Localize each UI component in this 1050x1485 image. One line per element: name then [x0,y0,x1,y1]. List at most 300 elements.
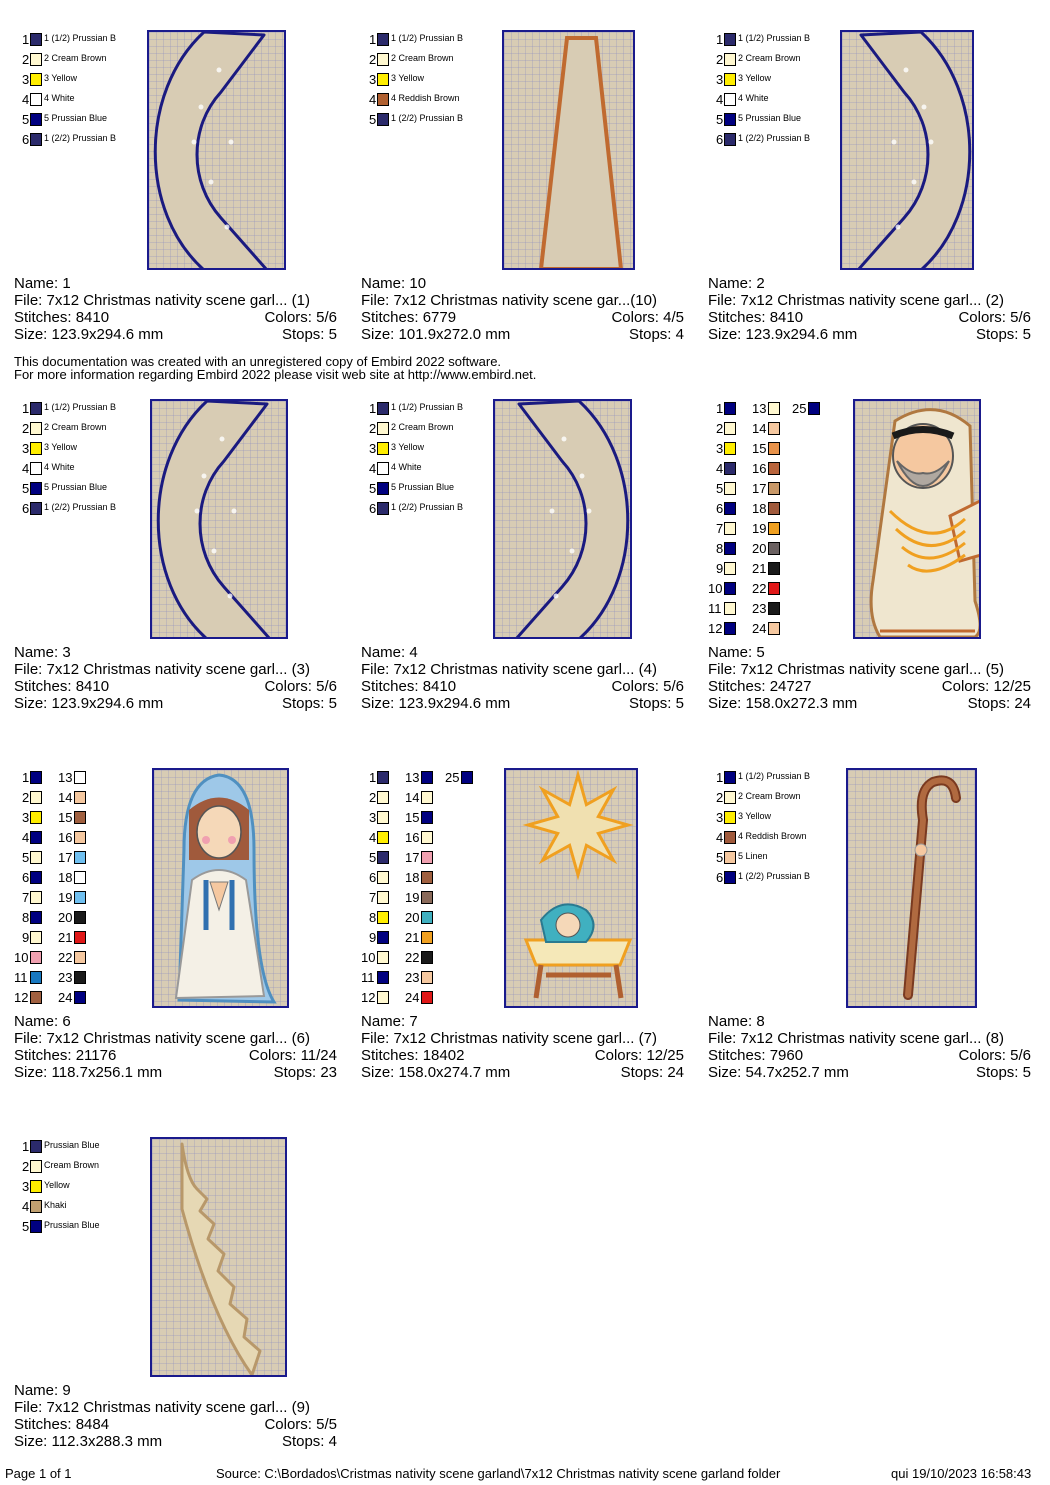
design-file [14,292,310,309]
thread-swatch [30,33,42,46]
design-name [708,1013,765,1030]
thread-number: 2 [716,421,724,436]
design-stops-label: Stops: [281,326,329,343]
thread-swatch [30,1180,42,1193]
info-line [361,326,684,343]
info-line [361,1047,684,1064]
thread-number: 17 [58,850,73,865]
info-line [708,678,1031,695]
thread-number: 8 [22,910,30,925]
thread-swatch [377,811,389,824]
thread-number: 23 [405,970,420,985]
thread-number: 12 [361,990,376,1005]
thread-number: 1 [369,401,377,416]
design-name-value: 5 [756,644,765,661]
thread-swatch [724,771,736,784]
thread-swatch [724,482,736,495]
design-colors [958,309,1031,326]
thread-name: 3 Yellow [738,811,772,821]
design-stops [274,1064,337,1081]
design-file-value: 7x12 Christmas nativity scene garl... (7) [393,1030,657,1047]
thread-swatch [30,811,42,824]
thread-swatch [377,891,389,904]
design-file-value: 7x12 Christmas nativity scene garl... (3) [46,661,310,678]
thread-number: 14 [752,421,767,436]
thread-number: 9 [22,930,30,945]
thread-swatch [74,851,86,864]
design-name-label: Name: [361,275,410,292]
design-card [708,399,1048,744]
design-colors-value: 5/6 [316,678,337,695]
info-line [361,1064,684,1081]
design-stitches-label: Stitches: [14,309,76,326]
design-info [14,275,337,343]
thread-swatch [724,871,736,884]
design-name [14,1382,71,1399]
info-line [361,292,684,309]
design-colors [611,309,684,326]
star-and-manger [526,775,630,998]
thread-name: 5 Prussian Blue [44,482,108,492]
design-colors-label: Colors: [264,1416,317,1433]
thread-number: 5 [369,481,377,496]
thread-number: 2 [716,52,724,67]
design-size-label: Size: [14,1064,52,1081]
crescent-moon-shape [155,32,267,270]
thread-name: 4 Reddish Brown [738,831,807,841]
thread-swatch [768,522,780,535]
thread-name: 1 (1/2) Prussian B [44,402,117,412]
thread-swatch [768,462,780,475]
design-name [14,644,71,661]
thread-swatch [377,113,389,126]
design-stitches-label: Stitches: [361,1047,423,1064]
thread-swatch [30,502,42,515]
design-stops-label: Stops: [620,1064,668,1081]
design-file-label: File: [708,661,741,678]
design-name-value: 10 [409,275,427,292]
design-size-label: Size: [14,326,52,343]
thread-number: 20 [58,910,73,925]
thread-swatch [421,851,433,864]
thread-number: 18 [405,870,420,885]
design-colors-value: 4/5 [663,309,684,326]
thread-swatch [724,562,736,575]
design-file-label: File: [708,292,741,309]
design-size-label: Size: [14,1433,52,1450]
thread-swatch [724,811,736,824]
thread-number: 18 [58,870,73,885]
thread-swatch [421,911,433,924]
design-info [14,1013,337,1081]
design-size-value: 158.0x274.7 mm [398,1064,511,1081]
thread-number: 22 [405,950,420,965]
thread-swatch [724,502,736,515]
thread-name: 5 Linen [738,851,768,861]
thread-swatch [421,991,433,1004]
notice-line-1: This documentation was created with an unregistered copy of Embird 2022 software. [14,354,502,369]
info-line [14,309,337,326]
thread-swatch [421,771,433,784]
thread-name: 3 Yellow [44,73,78,83]
thread-swatch [74,831,86,844]
thread-swatch [74,951,86,964]
design-size [708,326,857,343]
design-file-label: File: [14,1030,47,1047]
design-colors-value: 5/6 [1010,1047,1031,1064]
crescent-moon-shape [858,32,970,270]
design-preview [493,399,632,639]
design-preview [150,399,288,639]
thread-number: 21 [752,561,767,576]
thread-swatch [30,1160,42,1173]
thread-name: 4 Reddish Brown [391,93,460,103]
design-stops [621,1064,684,1081]
design-info [361,644,684,712]
design-colors [264,678,337,695]
thread-swatch [377,442,389,455]
thread-number: 6 [22,132,30,147]
thread-swatch [30,422,42,435]
design-colors-label: Colors: [611,678,664,695]
design-file-label: File: [14,1399,47,1416]
design-stops-value: 23 [320,1064,337,1081]
design-file [14,1399,310,1416]
design-name [14,275,71,292]
design-card [361,30,701,375]
info-line [14,1013,337,1030]
design-stops [282,1433,337,1450]
thread-number: 5 [369,112,377,127]
thread-number: 4 [369,830,377,845]
shepherd-staff [908,780,956,995]
design-colors-value: 12/25 [646,1047,684,1064]
thread-swatch [724,402,736,415]
design-info [361,275,684,343]
thread-number: 20 [752,541,767,556]
design-stitches-label: Stitches: [14,1047,76,1064]
info-line [14,1047,337,1064]
thread-swatch [30,891,42,904]
thread-number: 9 [369,930,377,945]
thread-number: 2 [22,1159,30,1174]
design-colors-label: Colors: [958,309,1011,326]
design-name [361,644,418,661]
thread-number: 2 [22,52,30,67]
design-colors-value: 5/5 [316,1416,337,1433]
thread-swatch [30,971,42,984]
thread-number: 17 [752,481,767,496]
thread-swatch [377,502,389,515]
thread-swatch [377,951,389,964]
thread-number: 2 [369,790,377,805]
design-file-label: File: [361,292,394,309]
design-stops [282,326,337,343]
thread-number: 9 [716,561,724,576]
design-size-value: 123.9x294.6 mm [51,695,164,712]
design-file-value: 7x12 Christmas nativity scene garl... (1) [46,292,310,309]
thread-number: 6 [716,132,724,147]
design-name-label: Name: [708,275,757,292]
design-card [708,768,1048,1113]
thread-swatch [724,522,736,535]
thread-number: 6 [716,501,724,516]
thread-swatch [768,502,780,515]
crescent-moon-shape [158,401,270,639]
thread-swatch [724,791,736,804]
design-preview [504,768,638,1008]
design-colors [264,1416,337,1433]
thread-number: 5 [22,850,30,865]
design-colors-label: Colors: [594,1047,647,1064]
thread-number: 5 [716,112,724,127]
design-stitches-value: 8484 [75,1416,110,1433]
thread-name: 2 Cream Brown [391,422,454,432]
design-size-label: Size: [708,695,746,712]
crescent-moon-shape [516,401,628,639]
design-size [14,1433,162,1450]
thread-number: 6 [22,870,30,885]
design-size-value: 112.3x288.3 mm [51,1433,163,1450]
info-line [361,695,684,712]
design-file-label: File: [14,661,47,678]
design-colors-label: Colors: [264,678,317,695]
thread-number: 24 [405,990,420,1005]
design-name-label: Name: [14,275,63,292]
thread-number: 18 [752,501,767,516]
design-info [708,275,1031,343]
thread-name: 1 (1/2) Prussian B [44,33,117,43]
thread-swatch [768,582,780,595]
design-size [708,1064,849,1081]
palm-leaf [182,1144,260,1375]
unregistered-notice [14,355,536,381]
design-stitches [361,678,456,695]
thread-swatch [30,931,42,944]
thread-swatch [724,73,736,86]
thread-swatch [421,931,433,944]
thread-name: Cream Brown [44,1160,100,1170]
thread-swatch [30,93,42,106]
design-file-label: File: [708,1030,741,1047]
thread-number: 3 [716,810,724,825]
thread-number: 3 [716,72,724,87]
design-stops-value: 5 [328,695,337,712]
design-file [14,661,310,678]
thread-number: 3 [369,441,377,456]
thread-swatch [377,53,389,66]
thread-number: 13 [58,770,73,785]
thread-number: 15 [405,810,420,825]
thread-name: Prussian Blue [44,1220,100,1230]
thread-number: 20 [405,910,420,925]
info-line [14,1064,337,1081]
joseph-figure [871,410,981,637]
thread-swatch [421,831,433,844]
design-name-value: 8 [756,1013,765,1030]
design-stitches [14,1416,109,1433]
thread-number: 1 [716,32,724,47]
design-file [361,661,657,678]
design-colors-value: 5/6 [1010,309,1031,326]
thread-number: 4 [716,461,724,476]
design-preview [152,768,289,1008]
info-line [14,661,337,678]
design-preview [150,1137,287,1377]
thread-swatch [724,582,736,595]
thread-name: 3 Yellow [391,73,425,83]
design-card [361,768,701,1113]
thread-number: 5 [22,1219,30,1234]
thread-number: 5 [22,481,30,496]
design-colors [249,1047,337,1064]
design-stitches-value: 18402 [422,1047,465,1064]
design-size-label: Size: [361,695,399,712]
info-line [708,275,1031,292]
design-info [14,1382,337,1450]
print-datetime: qui 19/10/2023 16:58:43 [891,1466,1032,1481]
thread-number: 1 [22,32,30,47]
thread-swatch [768,622,780,635]
thread-swatch [421,791,433,804]
info-line [361,1030,684,1047]
thread-number: 1 [22,770,30,785]
design-size [361,1064,510,1081]
design-stops-label: Stops: [628,326,676,343]
thread-swatch [30,1200,42,1213]
thread-name: 1 (2/2) Prussian B [391,113,464,123]
thread-swatch [724,53,736,66]
design-size-value: 123.9x294.6 mm [51,326,164,343]
design-colors-value: 12/25 [993,678,1031,695]
thread-number: 6 [22,501,30,516]
thread-swatch [377,911,389,924]
design-name-value: 9 [62,1382,71,1399]
thread-name: 1 (2/2) Prussian B [44,133,117,143]
design-stitches-value: 8410 [422,678,457,695]
design-name-value: 6 [62,1013,71,1030]
thread-number: 3 [369,72,377,87]
design-name [361,275,426,292]
thread-name: 4 White [44,462,75,472]
thread-swatch [30,113,42,126]
thread-swatch [30,851,42,864]
design-stops [629,695,684,712]
design-colors-label: Colors: [248,1047,301,1064]
design-size-label: Size: [708,1064,746,1081]
thread-number: 24 [752,621,767,636]
design-size-value: 54.7x252.7 mm [745,1064,849,1081]
design-preview [853,399,981,639]
thread-number: 4 [716,830,724,845]
thread-number: 15 [58,810,73,825]
thread-swatch [724,831,736,844]
design-file-value: 7x12 Christmas nativity scene garl... (4) [393,661,657,678]
thread-number: 11 [14,970,28,985]
thread-name: Prussian Blue [44,1140,100,1150]
design-preview [840,30,974,270]
thread-number: 23 [752,601,767,616]
design-colors [595,1047,684,1064]
info-line [708,309,1031,326]
thread-swatch [724,442,736,455]
thread-swatch [30,402,42,415]
thread-swatch [74,771,86,784]
thread-swatch [30,73,42,86]
thread-number: 11 [708,601,722,616]
design-name-label: Name: [708,644,757,661]
info-line [361,678,684,695]
design-stitches-label: Stitches: [14,1416,76,1433]
thread-number: 2 [716,790,724,805]
design-file-value: 7x12 Christmas nativity scene gar...(10) [393,292,657,309]
thread-swatch [724,93,736,106]
design-card [14,1137,354,1482]
design-name-label: Name: [14,644,63,661]
thread-number: 5 [369,850,377,865]
design-stitches [708,1047,803,1064]
thread-swatch [724,542,736,555]
thread-number: 6 [716,870,724,885]
design-stops-label: Stops: [967,695,1015,712]
thread-swatch [377,791,389,804]
design-preview [147,30,286,270]
design-file-value: 7x12 Christmas nativity scene garl... (6) [46,1030,310,1047]
thread-number: 1 [716,401,724,416]
thread-swatch [768,602,780,615]
info-line [14,1399,337,1416]
design-colors-value: 11/24 [300,1047,337,1064]
design-name [708,644,765,661]
thread-swatch [724,602,736,615]
design-size-label: Size: [361,1064,399,1081]
thread-number: 5 [22,112,30,127]
thread-number: 19 [405,890,420,905]
thread-number: 4 [22,830,30,845]
thread-swatch [30,1140,42,1153]
thread-name: 2 Cream Brown [738,53,801,63]
thread-swatch [377,422,389,435]
design-stops [976,1064,1031,1081]
thread-number: 16 [752,461,767,476]
thread-swatch [768,442,780,455]
design-size [361,695,510,712]
thread-number: 5 [716,850,724,865]
thread-number: 16 [58,830,73,845]
thread-swatch [30,791,42,804]
design-preview [502,30,635,270]
design-info [708,1013,1031,1081]
thread-swatch [30,831,42,844]
trapezoid-shape [541,38,621,269]
thread-number: 1 [369,32,377,47]
design-file [361,292,657,309]
thread-swatch [30,951,42,964]
design-colors [611,678,684,695]
design-stops-value: 24 [1014,695,1031,712]
thread-swatch [74,991,86,1004]
design-stitches-value: 8410 [769,309,804,326]
design-file-value: 7x12 Christmas nativity scene garl... (8) [740,1030,1004,1047]
thread-swatch [724,422,736,435]
info-line [708,661,1031,678]
info-line [708,1030,1031,1047]
thread-swatch [30,911,42,924]
info-line [361,309,684,326]
thread-swatch [377,462,389,475]
design-size-value: 123.9x294.6 mm [745,326,858,343]
thread-swatch [377,33,389,46]
